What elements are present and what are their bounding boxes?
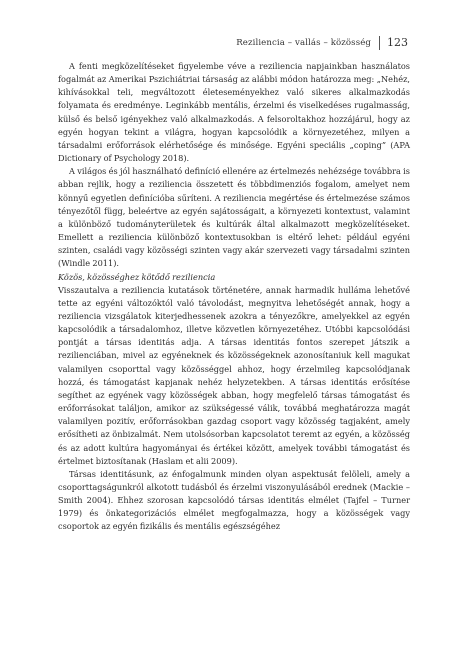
paragraph: Visszautalva a reziliencia kutatások történetére, annak harmadik hulláma lehetővé tette az egyéni változóktól való távolodást, megnyitva lehetőségét annak, hogy a reziliencia vizsgálatok kiterjedhessenek azokra a tényezőkre, amelyekkel az egyén kapcsolódik a társadalomhoz, illetve közvetlen környezetéhez. Utóbbi kapcsolódási pontját a társas identitás adja. A társas identitás fontos szerepet játszik a rezilienciában, mivel az egyéneknek és közösségeknek azonosítaniuk kell magukat valamilyen csoporttal vagy közösséggel ahhoz, hogy érzelmileg kapcsolódjanak hozzá, és támogatást kapjanak nehéz helyzetekben. A társas identitás erősítése segíthet az egyének vagy közösségek abban, hogy megfelelő társas támogatást és erőforrásokat találjon, amikor az szükségessé válik, továbbá meghatározza magát valamilyen pozitív, erőforrásokban gazdag csoport vagy közösség tagjaként, amely erősítheti az önbizalmát. Nem utolsósorban kapcsolatot teremt az egyén, a közösség és az adott kultúra hagyományai és értékei között, amelyek további támogatást és értelmet biztosítanak (Haslam et alii 2009). (58, 284, 410, 466)
section-title: Közös, közösséghez kötődő reziliencia (58, 271, 216, 282)
page-number: 123 (379, 36, 408, 50)
paragraph: A fenti megközelítéseket figyelembe véve a reziliencia napjainkban használatos fogalmát az Amerikai Pszichiátriai társaság az alábbi módon határozza meg: „Nehéz, kihívásokkal teli, megváltozott életeseményekhez való sikeres alkalmazkodás folyamata és eredménye. Leginkább mentális, érzelmi és viselkedéses rugalmasság, külső és belső igényekhez való alkalmazkodás. A felsoroltakhoz hozzájárul, hogy az egyén hogyan tekint a világra, hogyan kapcsolódik a környezetéhez, milyen a társadalmi erőforrások elérhetősége és minősége. Egyéni speciális „coping” (APA Dictionary of Psychology 2018). (58, 61, 410, 164)
page-body (58, 60, 410, 534)
paragraph: A világos és jól használható definíció ellenére az értelmezés nehézsége továbbra is abban rejlik, hogy a reziliencia összetett és többdimenziós fogalom, amelyet nem könnyű egyetlen definícióba sűríteni. A reziliencia megértése és értelmezése számos tényezőtől függ, beleértve az egyén sajátosságait, a környezeti kontextust, valamint a különböző tudományterületek és kultúrák által alkalmazott megközelítéseket. Emellett a reziliencia különböző kontextusokban is eltérő lehet: például egyéni szinten, családi vagy közösségi szinten vagy akár szervezeti vagy társadalmi szinten (Windle 2011). (58, 166, 410, 269)
running-header (236, 36, 408, 50)
running-title: Reziliencia – vallás – közösség (236, 38, 371, 48)
paragraph: Társas identitásunk, az énfogalmunk minden olyan aspektusát felöleli, amely a csoporttagságunkról alkotott tudásból és érzelmi viszonyulásából erednek (Mackie – Smith 2004). Ehhez szorosan kapcsolódó társas identitás elmélet (Tajfel – Turner 1979) és önkategorizációs elmélet megfogalmazza, hogy a közösségek vagy csoportok az egyén fizikális és mentális egészségéhez (58, 468, 410, 532)
